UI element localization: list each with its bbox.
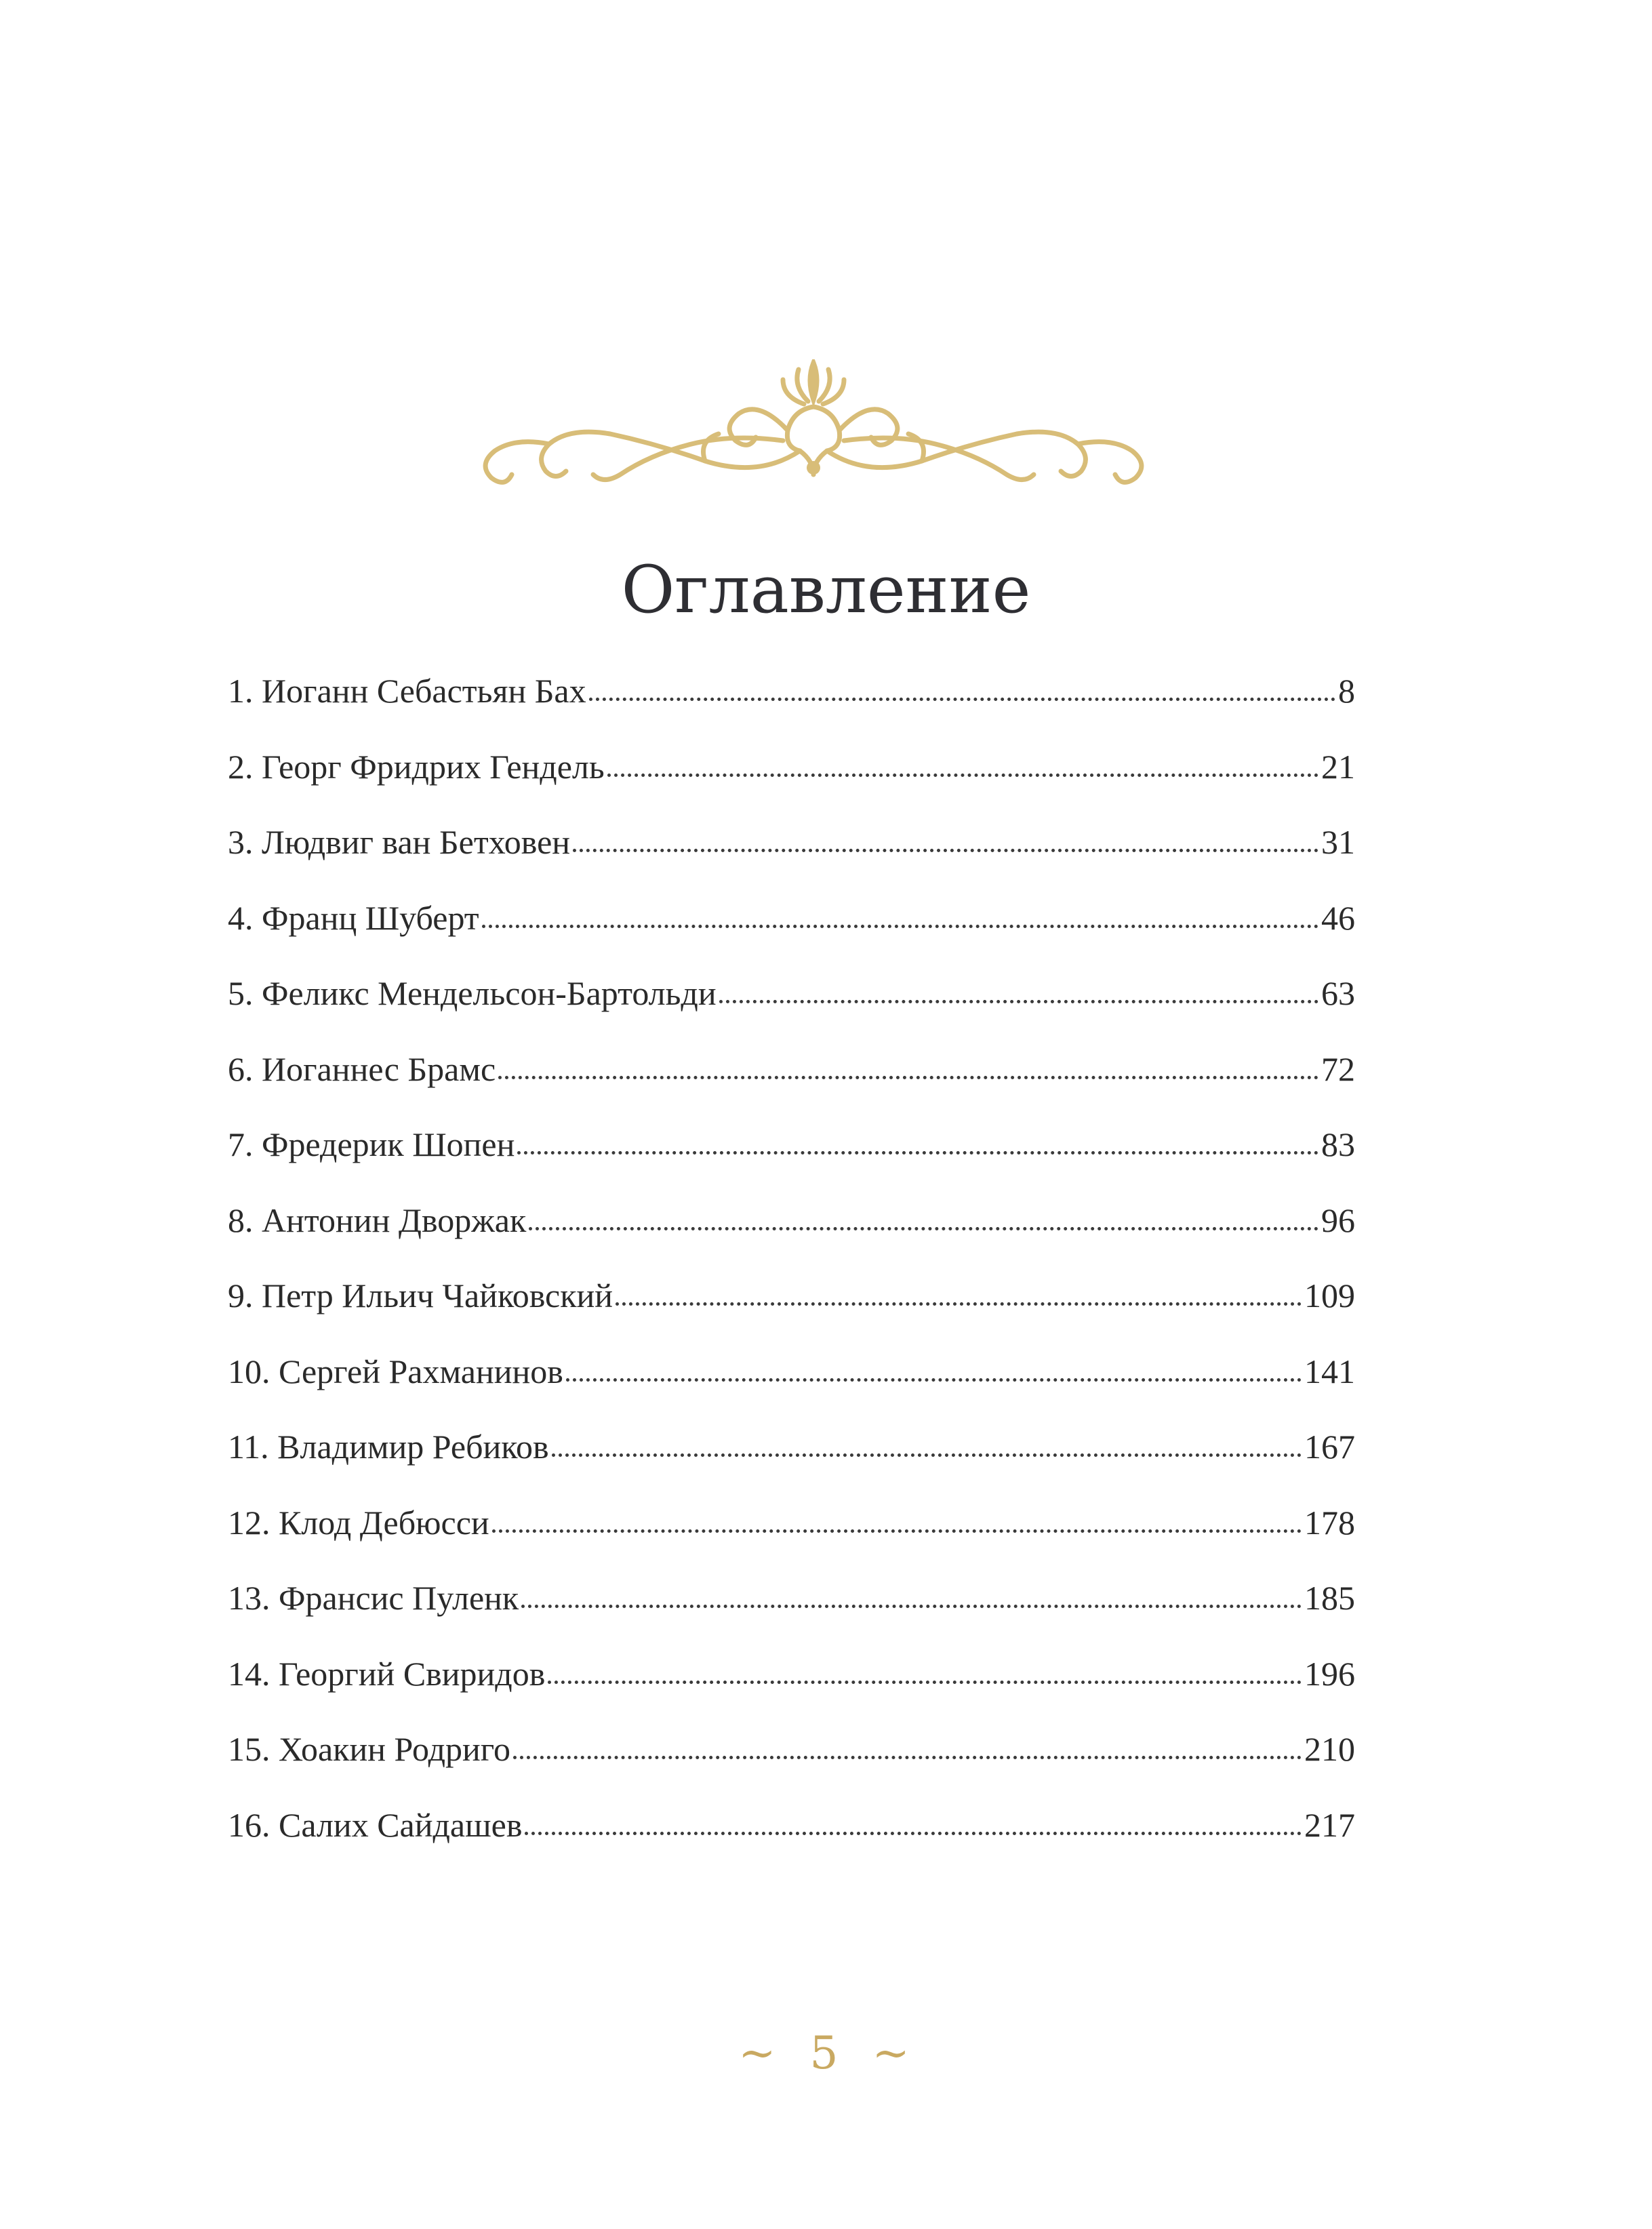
dot-leader	[492, 1529, 1302, 1533]
toc-entry-page: 109	[1304, 1277, 1355, 1314]
dot-leader	[513, 1756, 1302, 1759]
page-number	[0, 2027, 1652, 2079]
toc-entry-title: 7. Фредерик Шопен	[228, 1125, 515, 1163]
toc-entry[interactable]	[228, 1503, 1355, 1579]
toc-entry[interactable]	[228, 1427, 1355, 1503]
toc-entry-title: 2. Георг Фридрих Гендель	[228, 747, 605, 786]
toc-entry-page: 63	[1321, 974, 1355, 1012]
toc-entry-page: 210	[1304, 1730, 1355, 1768]
toc-entry-title: 6. Иоганнес Брамс	[228, 1049, 496, 1088]
dot-leader	[589, 698, 1335, 701]
toc-entry[interactable]	[228, 671, 1355, 747]
toc-entry-title: 15. Хоакин Родриго	[228, 1730, 511, 1768]
folio-number: 5	[809, 2027, 843, 2079]
toc-entry[interactable]	[228, 1049, 1355, 1125]
toc-entry-page: 141	[1304, 1352, 1355, 1390]
toc-entry-page: 72	[1321, 1049, 1355, 1088]
dot-leader	[525, 1832, 1302, 1835]
toc-entry-title: 16. Салих Сайдашев	[228, 1805, 523, 1844]
toc-entry-title: 1. Иоганн Себастьян Бах	[228, 672, 586, 710]
page-title: Оглавление	[621, 552, 1031, 628]
toc-entry[interactable]	[228, 1729, 1355, 1805]
dot-leader	[482, 925, 1318, 928]
toc-entry[interactable]	[228, 747, 1355, 823]
toc-entry-title: 8. Антонин Дворжак	[228, 1201, 527, 1239]
dot-leader	[529, 1227, 1318, 1230]
table-of-contents	[228, 671, 1355, 1881]
toc-entry-title: 5. Феликс Мендельсон-Бартольди	[228, 974, 717, 1012]
toc-entry[interactable]	[228, 973, 1355, 1049]
toc-entry-page: 185	[1304, 1579, 1355, 1617]
toc-entry-page: 96	[1321, 1201, 1355, 1239]
dot-leader	[573, 849, 1318, 852]
dot-leader	[521, 1605, 1302, 1608]
dot-leader	[607, 774, 1318, 777]
folio-tilde-right: ~	[872, 2027, 914, 2079]
toc-entry-page: 217	[1304, 1805, 1355, 1844]
toc-entry-page: 83	[1321, 1125, 1355, 1163]
toc-entry-page: 178	[1304, 1503, 1355, 1542]
dot-leader	[548, 1681, 1302, 1684]
toc-entry[interactable]	[228, 1125, 1355, 1201]
toc-entry-page: 21	[1321, 747, 1355, 786]
toc-entry-title: 4. Франц Шуберт	[228, 898, 479, 937]
dot-leader	[566, 1378, 1302, 1382]
dot-leader	[719, 1000, 1318, 1003]
toc-entry[interactable]	[228, 898, 1355, 974]
toc-entry[interactable]	[228, 1805, 1355, 1881]
toc-entry-page: 46	[1321, 898, 1355, 937]
toc-entry[interactable]	[228, 822, 1355, 898]
toc-entry-page: 8	[1338, 672, 1355, 710]
toc-entry-title: 14. Георгий Свиридов	[228, 1654, 546, 1693]
toc-entry-title: 10. Сергей Рахманинов	[228, 1352, 563, 1390]
toc-entry[interactable]	[228, 1654, 1355, 1730]
dot-leader	[498, 1076, 1318, 1079]
dot-leader	[616, 1302, 1302, 1306]
toc-entry-title: 13. Франсис Пуленк	[228, 1579, 519, 1617]
toc-entry[interactable]	[228, 1578, 1355, 1654]
toc-entry-page: 196	[1304, 1654, 1355, 1693]
toc-entry-title: 3. Людвиг ван Бетховен	[228, 823, 571, 861]
dot-leader	[517, 1151, 1318, 1154]
toc-entry-title: 11. Владимир Ребиков	[228, 1428, 549, 1466]
toc-entry-page: 31	[1321, 823, 1355, 861]
toc-entry[interactable]	[228, 1276, 1355, 1352]
toc-entry[interactable]	[228, 1201, 1355, 1277]
toc-entry-page: 167	[1304, 1428, 1355, 1466]
gold-scroll-flourish-icon	[475, 359, 1152, 495]
dot-leader	[552, 1453, 1302, 1457]
toc-entry-title: 12. Клод Дебюсси	[228, 1503, 489, 1542]
folio-tilde-left: ~	[738, 2027, 780, 2079]
toc-entry-title: 9. Петр Ильич Чайковский	[228, 1277, 613, 1314]
toc-entry[interactable]	[228, 1352, 1355, 1428]
